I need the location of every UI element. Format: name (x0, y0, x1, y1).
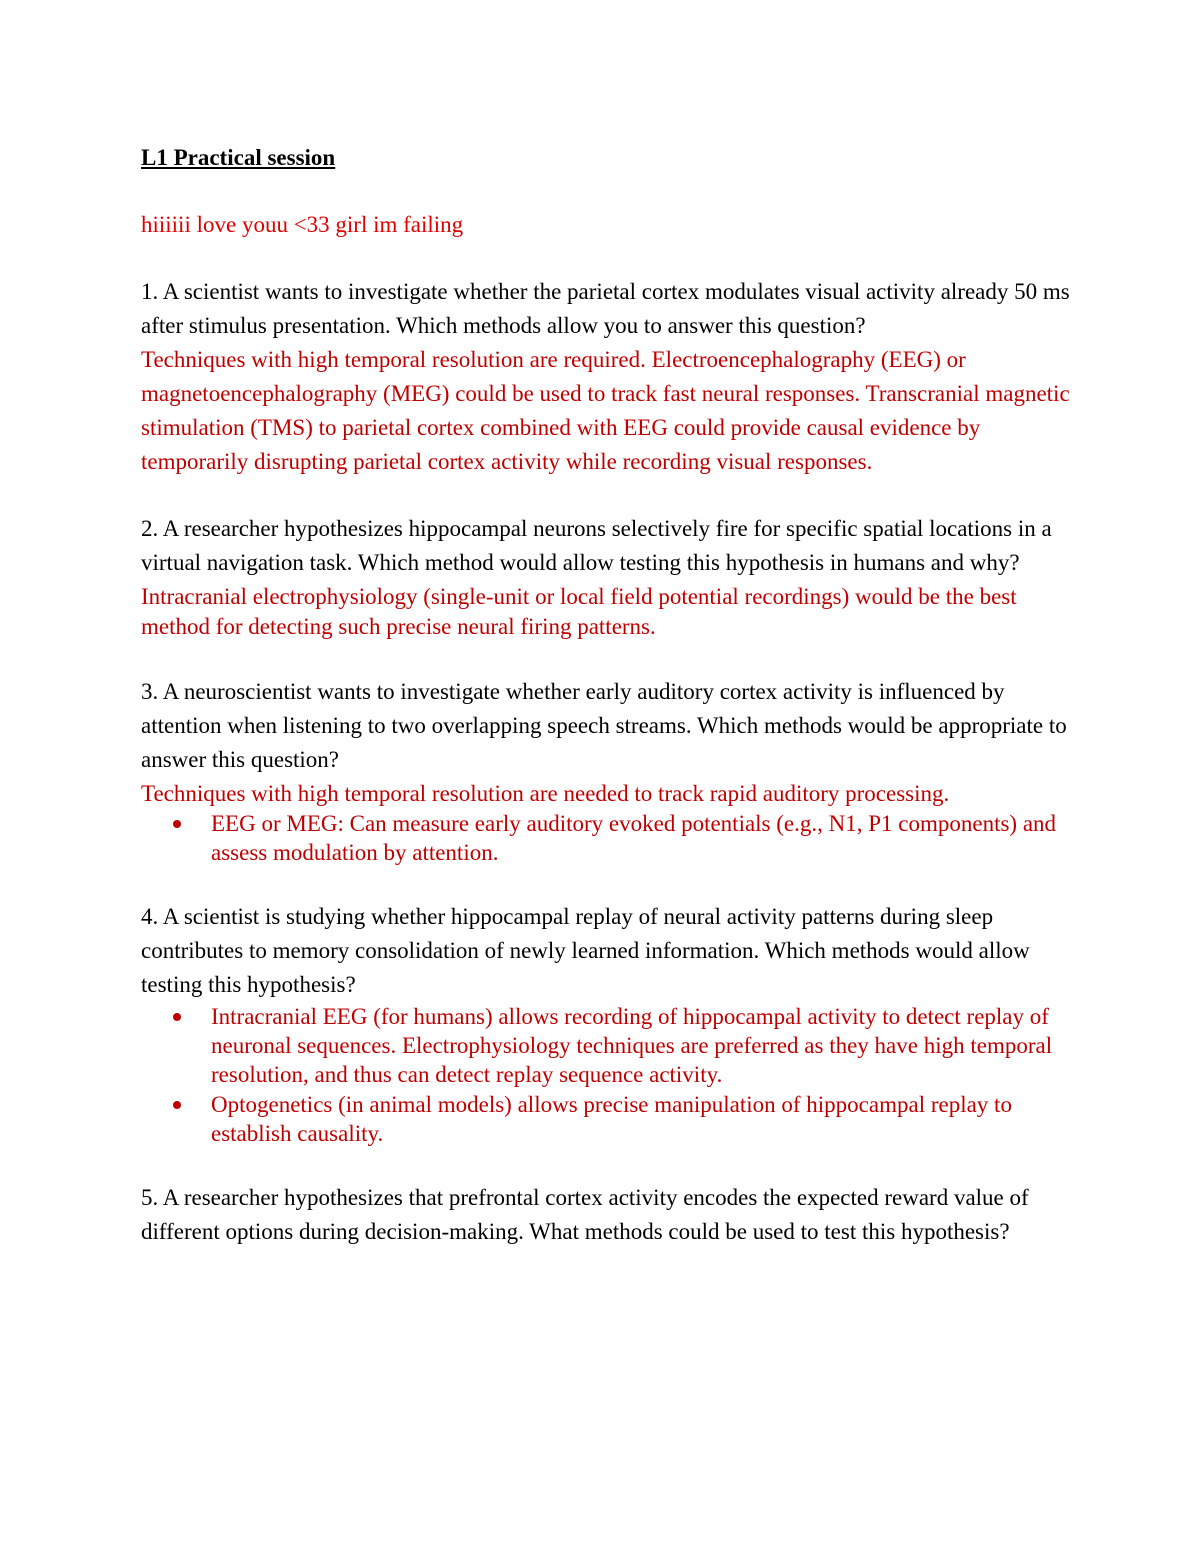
question-3: 3. A neuroscientist wants to investigate whether early auditory cortex activity is influenced by attention when listening to two overlapping speech streams. Which methods would be appropriate to answer this question? (141, 679, 1067, 772)
bullet-item (141, 1002, 1071, 1089)
question-5: 5. A researcher hypothesizes that prefrontal cortex activity encodes the expected reward value of different options during decision-making. What methods could be used to test this hypothesis? (141, 1185, 1029, 1244)
answer-1: Techniques with high temporal resolution are required. Electroencephalography (EEG) or magnetoencephalography (MEG) could be used to track fast neural responses. Transcranial magnetic stimulation (TMS) to parietal cortex combined with EEG could provide causal evidence by temporarily disrupting parietal cortex activity while recording visual responses. (141, 347, 1070, 474)
question-2: 2. A researcher hypothesizes hippocampal neurons selectively fire for specific spatial locations in a virtual navigation task. Which method would allow testing this hypothesis in humans and why? (141, 516, 1052, 575)
question-4: 4. A scientist is studying whether hippocampal replay of neural activity patterns during sleep contributes to memory consolidation of newly learned information. Which methods would allow testing this hypothesis? (141, 904, 1030, 997)
bullet-item (141, 1090, 1071, 1148)
bullet-text: Intracranial EEG (for humans) allows recording of hippocampal activity to detect replay of neuronal sequences. Electrophysiology techniques are preferred as they have high temporal resolution, and thus can detect replay sequence activity. (211, 1004, 1053, 1087)
answer-3-bullets (141, 809, 1071, 867)
bullet-text: Optogenetics (in animal models) allows precise manipulation of hippocampal replay to establish causality. (211, 1092, 1012, 1146)
question-1: 1. A scientist wants to investigate whether the parietal cortex modulates visual activity already 50 ms after stimulus presentation. Which methods allow you to answer this question? (141, 279, 1070, 338)
bullet-dot-icon (173, 1013, 181, 1021)
page-title: L1 Practical session (141, 145, 336, 170)
answer-2: Intracranial electrophysiology (single-unit or local field potential recordings) would be the best method for detecting such precise neural firing patterns. (141, 584, 1017, 639)
bullet-text: EEG or MEG: Can measure early auditory evoked potentials (e.g., N1, P1 components) and assess modulation by attention. (211, 811, 1057, 865)
document-page (141, 141, 1071, 1249)
answer-4-bullets (141, 1002, 1071, 1148)
bullet-dot-icon (173, 820, 181, 828)
bullet-item (141, 809, 1071, 867)
bullet-dot-icon (173, 1101, 181, 1109)
greeting-note: hiiiiii love youu <33 girl im failing (141, 212, 464, 237)
answer-3: Techniques with high temporal resolution are needed to track rapid auditory processing. (141, 781, 950, 806)
